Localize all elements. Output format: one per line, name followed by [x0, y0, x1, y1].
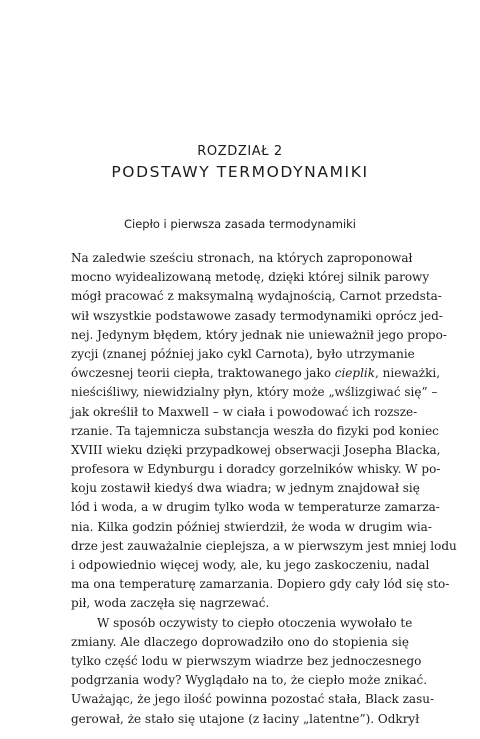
text-line: podgrzania wody? Wyglądało na to, że ciepło może znikać.	[71, 673, 428, 688]
text-line: ma ona temperaturę zamarzania. Dopiero gdy cały lód się sto-	[71, 577, 450, 592]
text-line: mógł pracować z maksymalną wydajnością, Carnot przedsta-	[71, 289, 442, 304]
text-line: Uważając, że jego ilość powinna pozostać stała, Black zasu-	[71, 692, 435, 707]
text-line: mocno wyidealizowaną metodę, dzięki której silnik parowy	[71, 270, 430, 285]
text-line: profesora w Edynburgu i doradcy gorzelników whisky. W po-	[71, 462, 441, 477]
text-line: i odpowiednio więcej wody, ale, ku jego zaskoczeniu, nadal	[71, 558, 430, 572]
text-line: gerował, że stało się utajone (z łaciny „latentne”). Odkrył	[71, 711, 420, 726]
text-run: , nieważki,	[375, 366, 441, 381]
text-line: W sposób oczywisty to ciepło otoczenia wywołało te	[97, 615, 413, 630]
text-line: rzanie. Ta tajemnicza substancja weszła do fizyki pod koniec	[71, 423, 439, 438]
section-title: Ciepło i pierwsza zasada termodynamiki	[123, 217, 356, 231]
text-line: nej. Jedynym błędem, który jednak nie unieważnił jego propo-	[71, 327, 447, 342]
text-line: drze jest zauważalnie cieplejsza, a w pierwszym jest mniej lodu	[71, 538, 457, 553]
text-line: lód i woda, a w drugim tylko woda w temperaturze zamarza-	[71, 500, 440, 515]
italic-term: cieplik	[334, 366, 376, 381]
text-line: Na zaledwie sześciu stronach, na których zaproponował	[71, 251, 413, 265]
text-line: koju zostawił kiedyś dwa wiadra; w jednym znajdował się	[71, 481, 420, 496]
text-line: zycji (znanej później jako cykl Carnota), było utrzymanie	[71, 346, 415, 361]
body-text	[71, 249, 457, 729]
text-line: zmiany. Ale dlaczego doprowadziło ono do stopienia się	[71, 634, 409, 649]
chapter-title: PODSTAWY TERMODYNAMIKI	[111, 163, 369, 181]
chapter-label: ROZDZIAŁ 2	[197, 144, 283, 159]
text-line: tylko część lodu w pierwszym wiadrze bez jednoczesnego	[71, 653, 422, 668]
text-line: XVIII wieku dzięki przypadkowej obserwacji Josepha Blacka,	[71, 442, 441, 457]
text-line: wił wszystkie podstawowe zasady termodynamiki oprócz jed-	[71, 308, 443, 323]
text-run: ówczesnej teorii ciepła, traktowanego jako	[71, 366, 335, 381]
text-line: jak określił to Maxwell – w ciała i powodować ich rozsze-	[71, 404, 418, 419]
text-line: pił, woda zaczęła się nagrzewać.	[71, 596, 270, 611]
text-line	[71, 364, 441, 383]
text-line: nia. Kilka godzin później stwierdził, że woda w drugim wia-	[71, 519, 432, 534]
text-line: nieściśliwy, niewidzialny płyn, który może „wślizgiwać się” –	[71, 385, 438, 400]
